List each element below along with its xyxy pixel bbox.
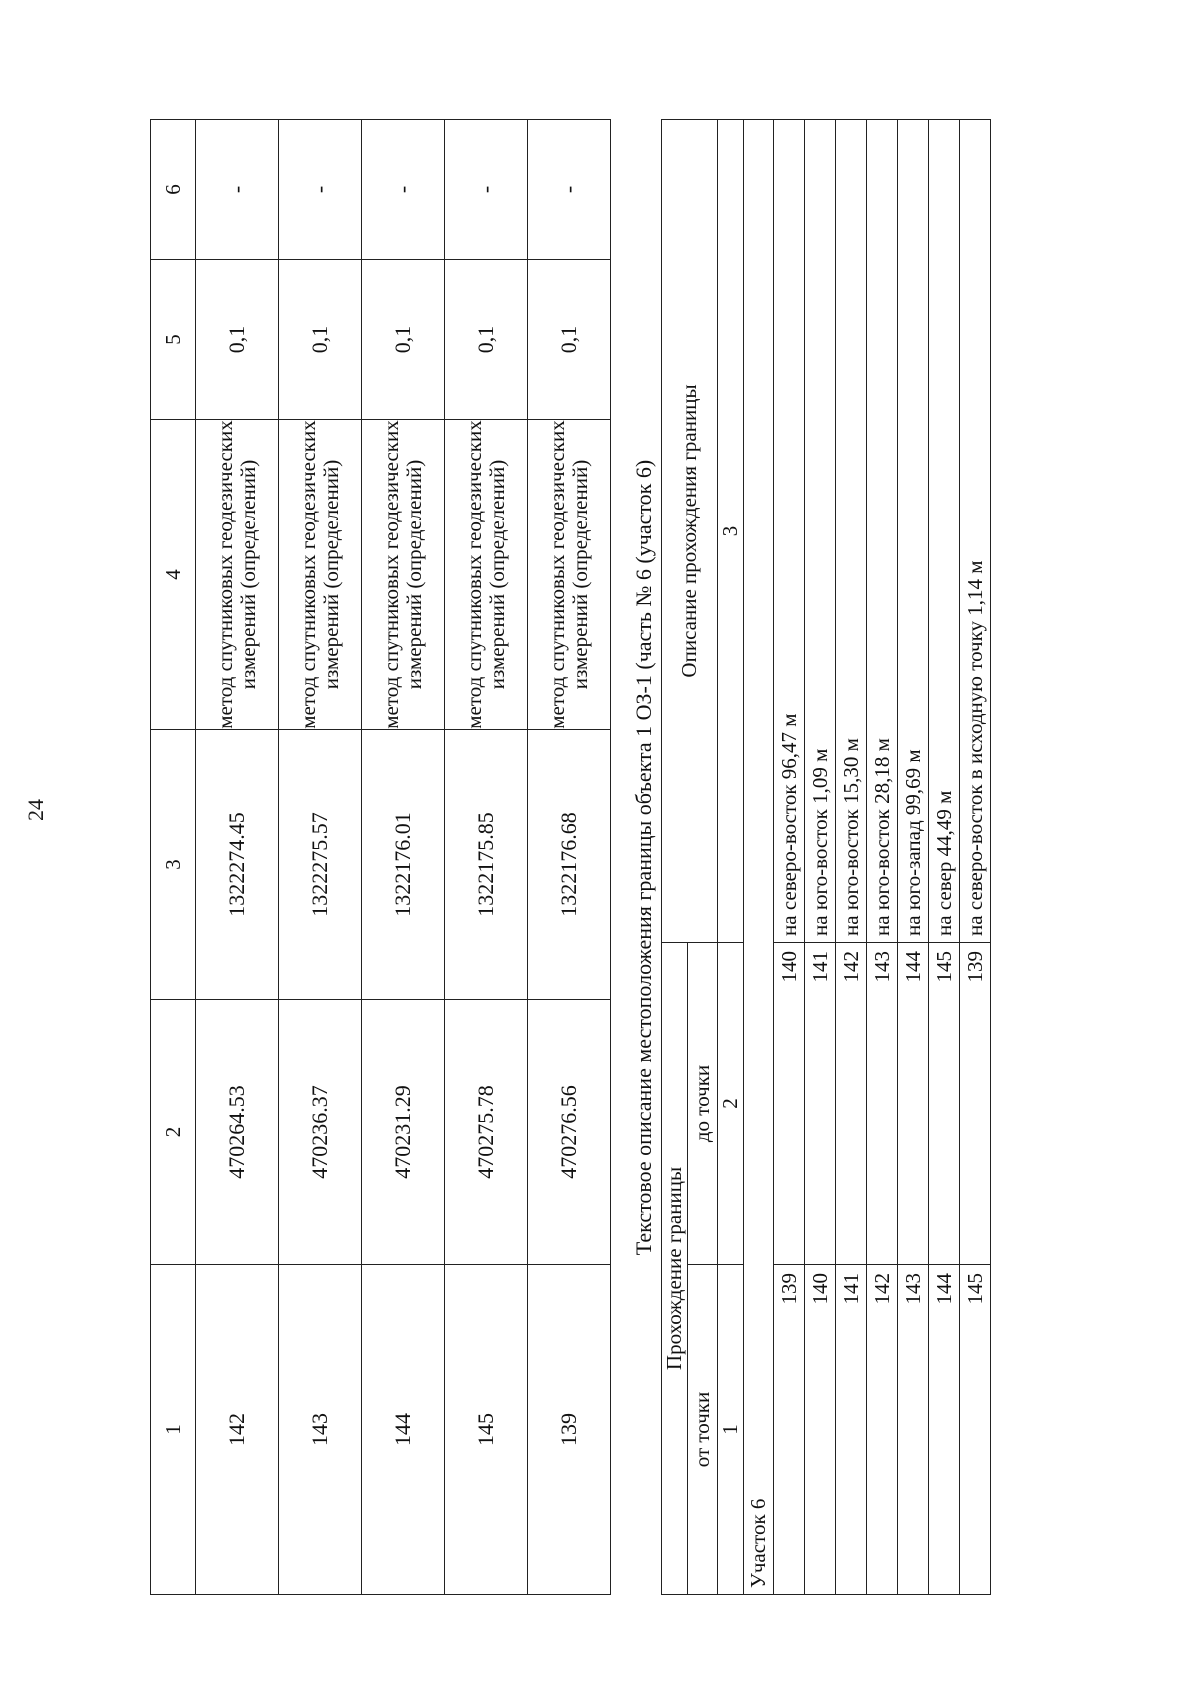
method: метод спутниковых геодезических измерений (определений) <box>362 420 445 730</box>
header-cell: 3 <box>151 730 196 1000</box>
from-point: 144 <box>929 1265 960 1595</box>
note: - <box>196 120 279 260</box>
to-point: 143 <box>867 942 898 1264</box>
from-point: 140 <box>805 1265 836 1595</box>
from-point: 143 <box>898 1265 929 1595</box>
description-header: Описание прохождения границы <box>662 119 718 942</box>
coordinates-table <box>150 119 611 1595</box>
point-number: 142 <box>196 1265 279 1595</box>
accuracy: 0,1 <box>196 260 279 420</box>
note: - <box>445 120 528 260</box>
boundary-description: на северо-восток 96,47 м <box>774 119 805 942</box>
table-row <box>898 119 929 1594</box>
section-label: Участок 6 <box>744 119 774 1594</box>
to-point: 142 <box>836 942 867 1264</box>
coordinate-x: 470276.56 <box>528 1000 611 1265</box>
coordinate-y: 1322176.01 <box>362 730 445 1000</box>
group-header-row <box>662 119 688 1594</box>
to-point-header: до точки <box>688 942 718 1264</box>
coordinate-x: 470275.78 <box>445 1000 528 1265</box>
page-number: 24 <box>23 799 48 821</box>
table-row <box>867 119 898 1594</box>
to-point: 145 <box>929 942 960 1264</box>
to-point: 139 <box>960 942 991 1264</box>
from-point: 145 <box>960 1265 991 1595</box>
table-row <box>445 120 528 1595</box>
header-cell: 2 <box>151 1000 196 1265</box>
from-point: 141 <box>836 1265 867 1595</box>
coordinate-x: 470264.53 <box>196 1000 279 1265</box>
header-cell: 4 <box>151 420 196 730</box>
note: - <box>279 120 362 260</box>
boundary-description: на северо-восток в исходную точку 1,14 м <box>960 119 991 942</box>
rotated-page-content <box>150 119 991 1595</box>
accuracy: 0,1 <box>362 260 445 420</box>
to-point: 141 <box>805 942 836 1264</box>
table-row <box>805 119 836 1594</box>
section-row <box>744 119 774 1594</box>
header-cell: 5 <box>151 260 196 420</box>
from-point-header: от точки <box>688 1265 718 1595</box>
method: метод спутниковых геодезических измерений (определений) <box>279 420 362 730</box>
table-row <box>774 119 805 1594</box>
boundary-description: на юго-запад 99,69 м <box>898 119 929 942</box>
coordinate-y: 1322275.57 <box>279 730 362 1000</box>
table-row <box>960 119 991 1594</box>
method: метод спутниковых геодезических измерений (определений) <box>528 420 611 730</box>
table-row <box>279 120 362 1595</box>
accuracy: 0,1 <box>279 260 362 420</box>
column-number: 3 <box>718 119 744 942</box>
point-number: 143 <box>279 1265 362 1595</box>
column-number-row <box>718 119 744 1594</box>
column-number: 1 <box>718 1265 744 1595</box>
coordinate-y: 1322175.85 <box>445 730 528 1000</box>
method: метод спутниковых геодезических измерений (определений) <box>445 420 528 730</box>
description-table-title: Текстовое описание местоположения границы объекта 1 ОЗ-1 (часть № 6 (участок 6) <box>631 459 656 1256</box>
table-row <box>196 120 279 1595</box>
boundary-description: на юго-восток 15,30 м <box>836 119 867 942</box>
coordinates-header-row <box>151 120 196 1595</box>
note: - <box>362 120 445 260</box>
from-point: 142 <box>867 1265 898 1595</box>
point-number: 144 <box>362 1265 445 1595</box>
method: метод спутниковых геодезических измерений (определений) <box>196 420 279 730</box>
point-number: 139 <box>528 1265 611 1595</box>
from-point: 139 <box>774 1265 805 1595</box>
accuracy: 0,1 <box>528 260 611 420</box>
boundary-description: на север 44,49 м <box>929 119 960 942</box>
header-cell: 6 <box>151 120 196 260</box>
to-point: 140 <box>774 942 805 1264</box>
boundary-description: на юго-восток 28,18 м <box>867 119 898 942</box>
header-cell: 1 <box>151 1265 196 1595</box>
table-row <box>528 120 611 1595</box>
column-number: 2 <box>718 942 744 1264</box>
coordinate-x: 470236.37 <box>279 1000 362 1265</box>
point-number: 145 <box>445 1265 528 1595</box>
coordinate-y: 1322274.45 <box>196 730 279 1000</box>
boundary-description-table <box>661 119 991 1595</box>
note: - <box>528 120 611 260</box>
boundary-description: на юго-восток 1,09 м <box>805 119 836 942</box>
accuracy: 0,1 <box>445 260 528 420</box>
table-row <box>836 119 867 1594</box>
table-row <box>362 120 445 1595</box>
to-point: 144 <box>898 942 929 1264</box>
group-header: Прохождение границы <box>662 942 688 1594</box>
coordinate-x: 470231.29 <box>362 1000 445 1265</box>
coordinate-y: 1322176.68 <box>528 730 611 1000</box>
table-row <box>929 119 960 1594</box>
